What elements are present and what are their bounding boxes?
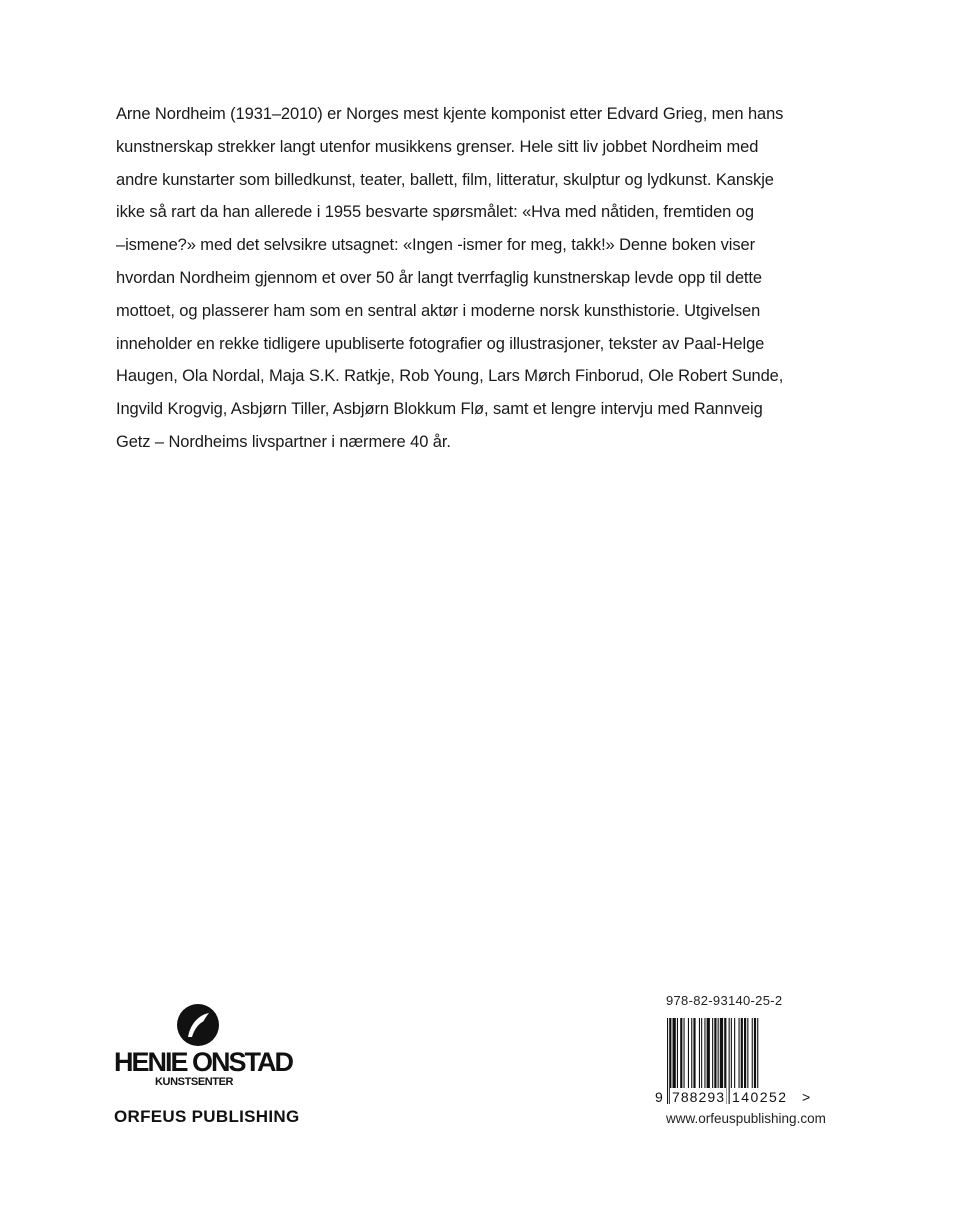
blurb-line: mottoet, og plasserer ham som en sentral aktør i moderne norsk kunsthistorie. Utgivelsen [116,301,761,320]
barcode-digit-lead: 9 [655,1089,663,1105]
blurb-line: Ingvild Krogvig, Asbjørn Tiller, Asbjørn Blokkum Flø, samt et lengre intervju med Rannveig [116,400,763,419]
blurb-line: Getz – Nordheims livspartner i nærmere 40 år. [116,432,451,451]
logo-name: HENIE ONSTAD [114,1047,293,1077]
barcode-digits-left: 788293 [672,1089,724,1105]
publisher-name: ORFEUS PUBLISHING [114,1107,300,1126]
barcode-arrow: > [802,1089,811,1105]
blurb-line: hvordan Nordheim gjennom et over 50 år langt tverrfaglig kunstnerskap levde opp til dette [116,268,762,287]
barcode-bar [729,1018,730,1104]
blurb-line: andre kunstarter som billedkunst, teater, ballett, film, litteratur, skulptur og lydkunst. Kanskje [116,170,774,189]
isbn-number: 978-82-93140-25-2 [666,993,783,1008]
logo-subtitle: KUNSTSENTER [155,1076,234,1088]
blurb-line: Arne Nordheim (1931–2010) er Norges mest kjente komponist etter Edvard Grieg, men hans [116,105,784,123]
barcode-digits-right: 140252 [732,1089,786,1105]
blurb-line: Haugen, Ola Nordal, Maja S.K. Ratkje, Rob Young, Lars Mørch Finborud, Ole Robert Sunde, [116,367,784,386]
back-cover-blurb [116,98,836,459]
henie-onstad-mark-icon [176,1003,220,1047]
barcode-bar [667,1018,668,1104]
blurb-line: kunstnerskap strekker langt utenfor musikkens grenser. Hele sitt liv jobbet Nordheim med [116,137,759,156]
publisher-website: www.orfeuspublishing.com [666,1111,826,1126]
blurb-line: inneholder en rekke tidligere upubliserte fotografier og illustrasjoner, tekster av Paal-Helge [116,334,765,353]
isbn-barcode [650,1018,820,1113]
blurb-line: –ismene?» med det selvsikre utsagnet: «Ingen -ismer for meg, takk!» Denne boken viser [116,236,755,255]
blurb-line: ikke så rart da han allerede i 1955 besvarte spørsmålet: «Hva med nåtiden, fremtiden og [116,203,754,222]
